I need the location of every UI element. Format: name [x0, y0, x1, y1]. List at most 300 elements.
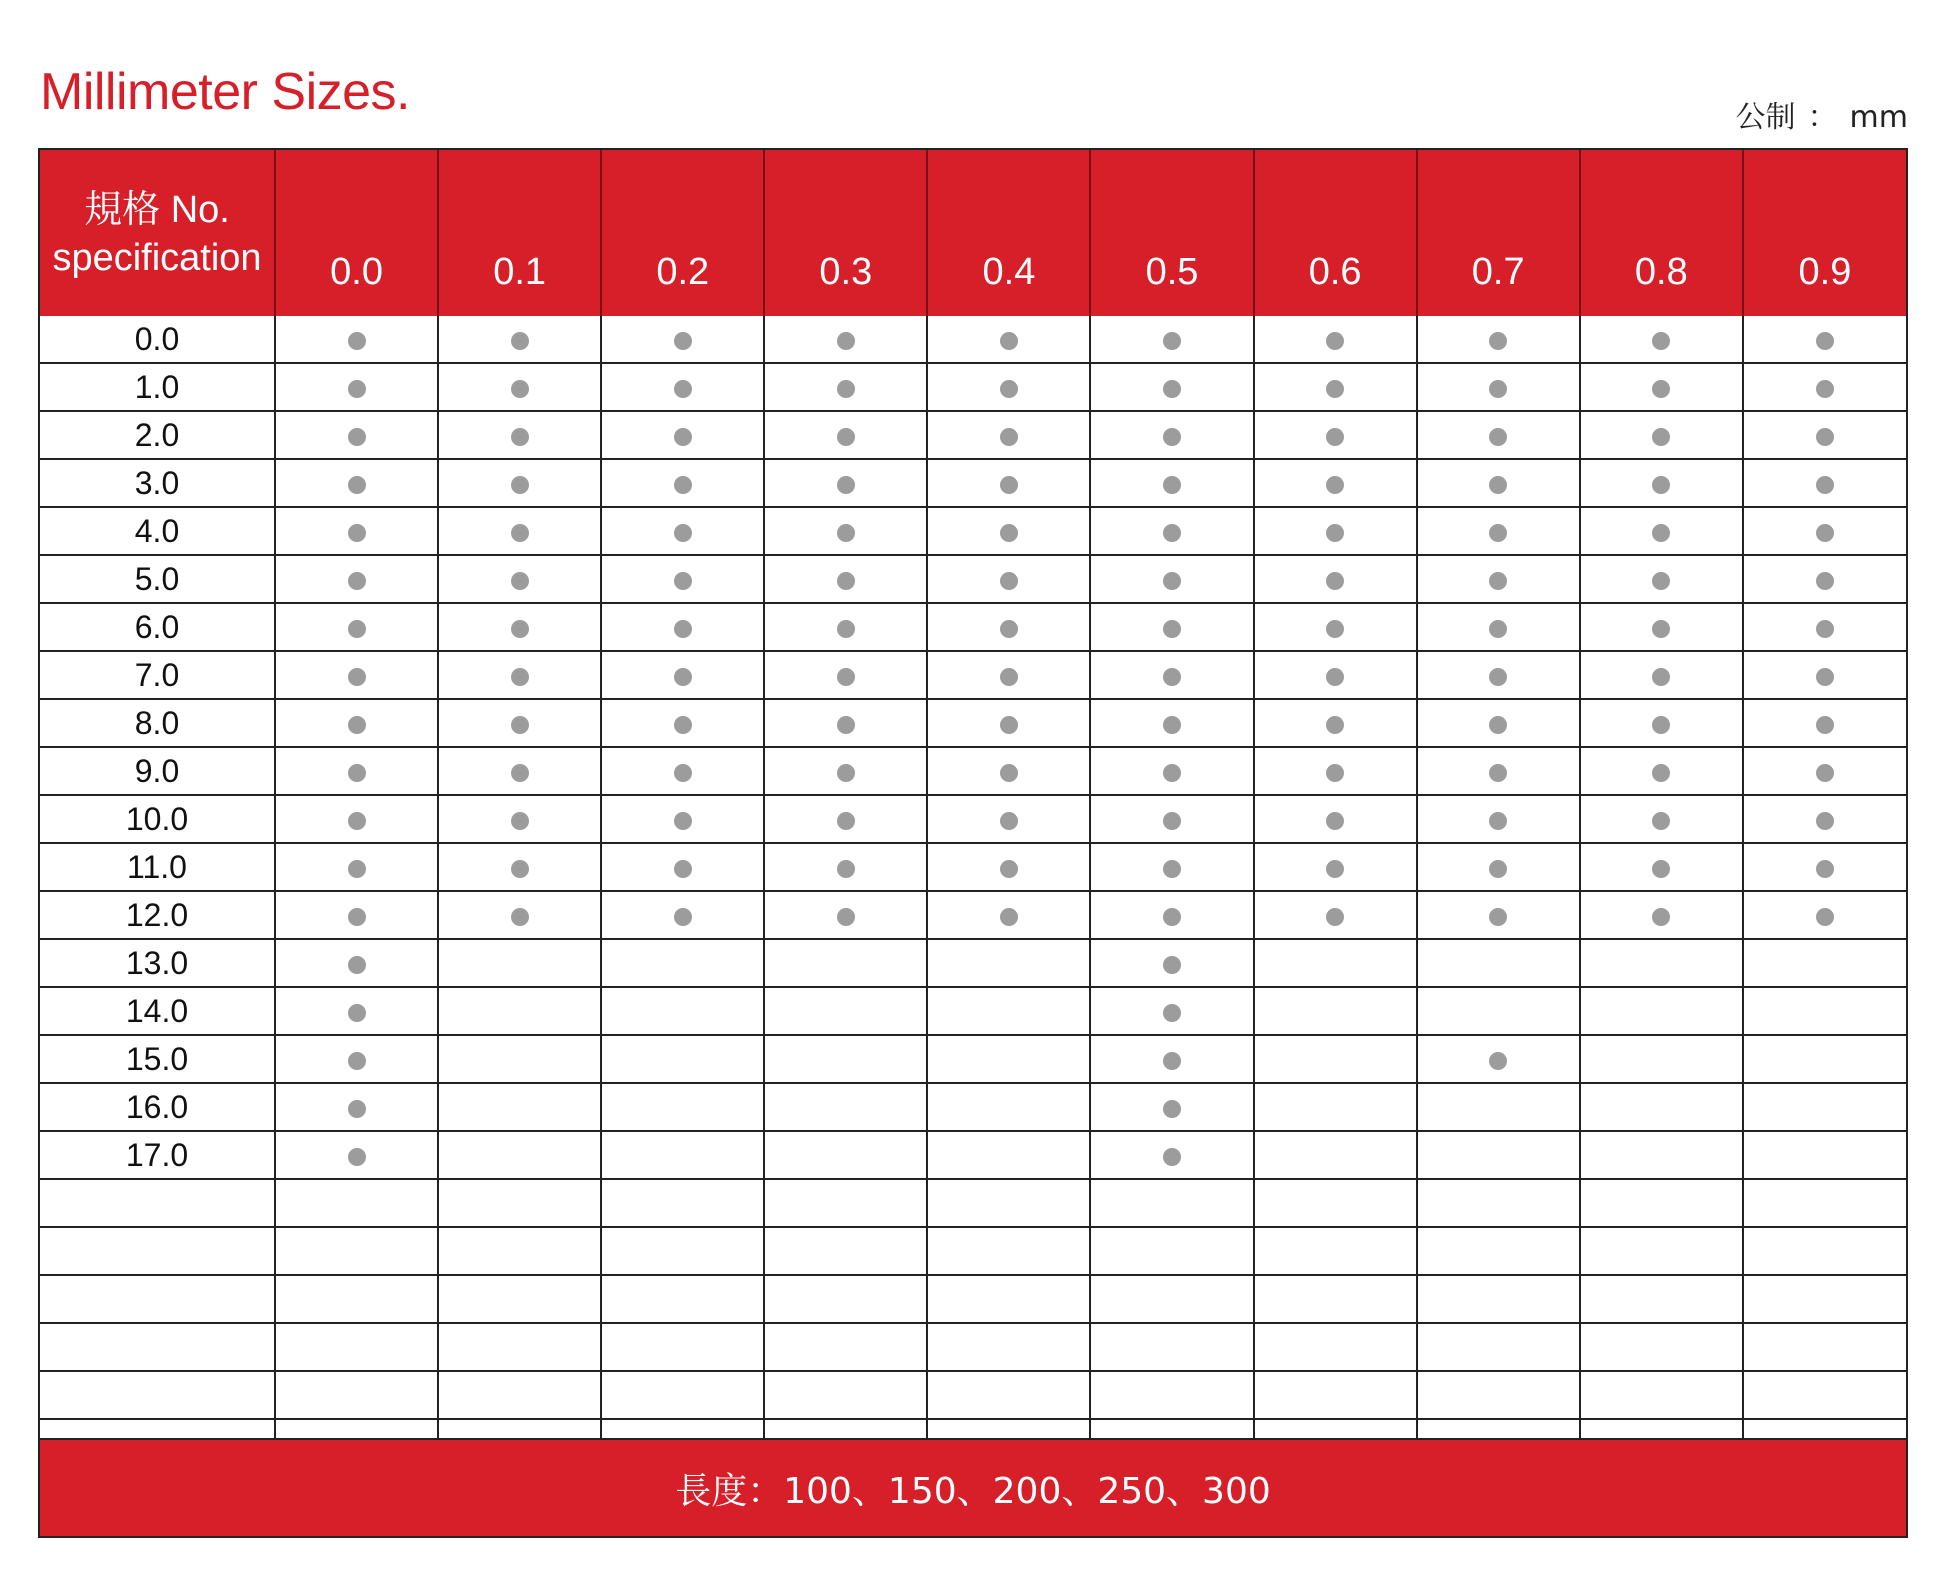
table-cell [1743, 891, 1906, 939]
available-dot-icon [1000, 716, 1018, 734]
table-cell [438, 699, 601, 747]
table-cell [601, 1323, 764, 1371]
page-title: Millimeter Sizes. [40, 63, 410, 121]
available-dot-icon [837, 908, 855, 926]
available-dot-icon [1163, 1052, 1181, 1070]
row-label: 5.0 [40, 555, 275, 603]
available-dot-icon [1326, 332, 1344, 350]
table-cell [1090, 939, 1253, 987]
available-dot-icon [1489, 1052, 1507, 1070]
table-cell [1743, 747, 1906, 795]
available-dot-icon [674, 908, 692, 926]
table-cell [1580, 603, 1743, 651]
available-dot-icon [348, 956, 366, 974]
table-cell [1417, 411, 1580, 459]
table-cell [1090, 603, 1253, 651]
table-cell [1417, 939, 1580, 987]
available-dot-icon [1326, 380, 1344, 398]
table-cell [1090, 1083, 1253, 1131]
row-label: 11.0 [40, 843, 275, 891]
available-dot-icon [1000, 812, 1018, 830]
available-dot-icon [1163, 1100, 1181, 1118]
table-cell [764, 411, 927, 459]
available-dot-icon [1163, 332, 1181, 350]
table-cell [1580, 1275, 1743, 1323]
available-dot-icon [1326, 524, 1344, 542]
table-cell [275, 1035, 438, 1083]
table-cell [927, 795, 1090, 843]
available-dot-icon [511, 812, 529, 830]
available-dot-icon [1489, 572, 1507, 590]
table-cell [1417, 843, 1580, 891]
table-cell [764, 843, 927, 891]
table-row [40, 795, 1906, 843]
table-cell [927, 747, 1090, 795]
table-cell [438, 363, 601, 411]
row-label: 7.0 [40, 651, 275, 699]
table-cell [601, 1371, 764, 1419]
available-dot-icon [1326, 860, 1344, 878]
available-dot-icon [1489, 380, 1507, 398]
available-dot-icon [1163, 1004, 1181, 1022]
table-cell [927, 651, 1090, 699]
row-label [40, 1371, 275, 1419]
available-dot-icon [837, 812, 855, 830]
table-cell [438, 651, 601, 699]
table-cell [438, 316, 601, 363]
table-cell [1743, 316, 1906, 363]
table-cell [1090, 891, 1253, 939]
available-dot-icon [674, 812, 692, 830]
table-cell [1254, 699, 1417, 747]
available-dot-icon [1000, 332, 1018, 350]
table-cell [275, 603, 438, 651]
available-dot-icon [348, 572, 366, 590]
table-cell [1417, 507, 1580, 555]
table-cell [1743, 1131, 1906, 1179]
available-dot-icon [1816, 524, 1834, 542]
table-row [40, 1179, 1906, 1227]
available-dot-icon [674, 572, 692, 590]
table-cell [1580, 1227, 1743, 1275]
available-dot-icon [1489, 764, 1507, 782]
table-cell [1254, 1083, 1417, 1131]
table-cell [927, 363, 1090, 411]
table-cell [1254, 1371, 1417, 1419]
table-cell [927, 1179, 1090, 1227]
table-cell [1580, 316, 1743, 363]
available-dot-icon [1489, 332, 1507, 350]
table-cell [275, 1275, 438, 1323]
table-row [40, 747, 1906, 795]
table-cell [1254, 507, 1417, 555]
column-header: 0.3 [764, 150, 927, 316]
table-cell [1580, 795, 1743, 843]
size-table-frame [38, 148, 1908, 1538]
column-header: 0.1 [438, 150, 601, 316]
table-cell [1743, 459, 1906, 507]
table-cell [1743, 1371, 1906, 1419]
table-cell [1254, 891, 1417, 939]
table-cell [1743, 363, 1906, 411]
column-header: 0.6 [1254, 150, 1417, 316]
table-cell [601, 507, 764, 555]
available-dot-icon [348, 908, 366, 926]
available-dot-icon [1816, 380, 1834, 398]
table-row [40, 1227, 1906, 1275]
table-cell [1580, 1083, 1743, 1131]
table-body [40, 316, 1906, 1466]
table-cell [764, 316, 927, 363]
table-cell [1254, 747, 1417, 795]
table-cell [1417, 459, 1580, 507]
available-dot-icon [1163, 956, 1181, 974]
table-cell [1580, 891, 1743, 939]
available-dot-icon [1163, 380, 1181, 398]
table-cell [438, 795, 601, 843]
table-cell [1417, 1179, 1580, 1227]
table-cell [438, 1323, 601, 1371]
table-cell [927, 987, 1090, 1035]
table-cell [601, 939, 764, 987]
table-cell [1580, 939, 1743, 987]
available-dot-icon [1326, 764, 1344, 782]
available-dot-icon [837, 572, 855, 590]
table-cell [601, 795, 764, 843]
table-cell [1417, 555, 1580, 603]
table-cell [1580, 507, 1743, 555]
row-label: 3.0 [40, 459, 275, 507]
available-dot-icon [511, 524, 529, 542]
row-label: 16.0 [40, 1083, 275, 1131]
row-label: 12.0 [40, 891, 275, 939]
available-dot-icon [1000, 764, 1018, 782]
available-dot-icon [348, 812, 366, 830]
table-cell [1417, 1035, 1580, 1083]
available-dot-icon [1816, 668, 1834, 686]
available-dot-icon [1652, 908, 1670, 926]
available-dot-icon [1489, 668, 1507, 686]
available-dot-icon [1326, 668, 1344, 686]
table-cell [764, 603, 927, 651]
available-dot-icon [1652, 716, 1670, 734]
available-dot-icon [1652, 332, 1670, 350]
table-cell [1743, 555, 1906, 603]
table-cell [1743, 699, 1906, 747]
table-cell [1417, 1371, 1580, 1419]
available-dot-icon [348, 1004, 366, 1022]
table-cell [438, 1035, 601, 1083]
available-dot-icon [348, 1100, 366, 1118]
table-cell [1580, 1131, 1743, 1179]
available-dot-icon [1163, 620, 1181, 638]
table-cell [601, 603, 764, 651]
available-dot-icon [1000, 572, 1018, 590]
table-cell [1580, 1371, 1743, 1419]
table-cell [927, 603, 1090, 651]
available-dot-icon [837, 380, 855, 398]
table-cell [601, 555, 764, 603]
available-dot-icon [1652, 620, 1670, 638]
table-cell [1743, 843, 1906, 891]
table-cell [601, 987, 764, 1035]
table-cell [1417, 363, 1580, 411]
table-cell [1254, 939, 1417, 987]
table-cell [275, 555, 438, 603]
table-cell [1254, 987, 1417, 1035]
table-cell [1417, 651, 1580, 699]
table-cell [927, 1227, 1090, 1275]
table-cell [1417, 1227, 1580, 1275]
table-cell [927, 1083, 1090, 1131]
available-dot-icon [511, 908, 529, 926]
spec-header-line1: 規格 No. [84, 188, 230, 231]
available-dot-icon [1816, 716, 1834, 734]
table-cell [1090, 363, 1253, 411]
available-dot-icon [348, 476, 366, 494]
available-dot-icon [1489, 908, 1507, 926]
available-dot-icon [511, 668, 529, 686]
available-dot-icon [348, 524, 366, 542]
table-row [40, 459, 1906, 507]
available-dot-icon [1163, 812, 1181, 830]
available-dot-icon [837, 620, 855, 638]
available-dot-icon [674, 380, 692, 398]
available-dot-icon [1326, 908, 1344, 926]
available-dot-icon [674, 716, 692, 734]
available-dot-icon [348, 428, 366, 446]
size-table [40, 150, 1906, 1466]
table-cell [1743, 1179, 1906, 1227]
unit-value: mm [1849, 100, 1908, 135]
table-cell [1743, 1083, 1906, 1131]
table-cell [1254, 603, 1417, 651]
table-cell [438, 507, 601, 555]
table-cell [275, 363, 438, 411]
available-dot-icon [1816, 764, 1834, 782]
table-cell [1580, 411, 1743, 459]
available-dot-icon [837, 332, 855, 350]
table-cell [927, 1035, 1090, 1083]
table-row [40, 699, 1906, 747]
table-cell [764, 891, 927, 939]
available-dot-icon [674, 476, 692, 494]
table-cell [1254, 843, 1417, 891]
available-dot-icon [1000, 524, 1018, 542]
table-cell [764, 1371, 927, 1419]
available-dot-icon [1489, 620, 1507, 638]
available-dot-icon [1000, 908, 1018, 926]
available-dot-icon [837, 764, 855, 782]
table-cell [1580, 555, 1743, 603]
table-cell [1580, 1323, 1743, 1371]
available-dot-icon [1816, 620, 1834, 638]
table-cell [601, 891, 764, 939]
available-dot-icon [1816, 812, 1834, 830]
available-dot-icon [1489, 476, 1507, 494]
available-dot-icon [1489, 812, 1507, 830]
table-cell [1254, 316, 1417, 363]
table-cell [1090, 1371, 1253, 1419]
table-cell [1090, 1035, 1253, 1083]
table-cell [438, 747, 601, 795]
table-cell [1417, 1083, 1580, 1131]
row-label: 15.0 [40, 1035, 275, 1083]
available-dot-icon [1326, 572, 1344, 590]
unit-name: 公制 [1735, 100, 1796, 135]
table-cell [764, 1275, 927, 1323]
row-label: 13.0 [40, 939, 275, 987]
row-label: 6.0 [40, 603, 275, 651]
table-cell [1580, 1035, 1743, 1083]
table-row [40, 987, 1906, 1035]
table-cell [601, 1179, 764, 1227]
table-cell [764, 651, 927, 699]
available-dot-icon [1816, 908, 1834, 926]
table-cell [601, 843, 764, 891]
available-dot-icon [1652, 668, 1670, 686]
available-dot-icon [1326, 428, 1344, 446]
table-cell [275, 843, 438, 891]
table-cell [927, 1275, 1090, 1323]
column-header: 0.0 [275, 150, 438, 316]
table-cell [1580, 651, 1743, 699]
table-row [40, 1371, 1906, 1419]
table-row [40, 1035, 1906, 1083]
table-cell [438, 603, 601, 651]
available-dot-icon [1163, 764, 1181, 782]
table-cell [1743, 651, 1906, 699]
table-row [40, 363, 1906, 411]
table-cell [438, 891, 601, 939]
row-label: 10.0 [40, 795, 275, 843]
table-cell [1254, 555, 1417, 603]
table-cell [1254, 1275, 1417, 1323]
available-dot-icon [1000, 428, 1018, 446]
available-dot-icon [511, 716, 529, 734]
table-cell [1580, 459, 1743, 507]
table-cell [438, 1179, 601, 1227]
table-cell [1090, 316, 1253, 363]
table-cell [275, 316, 438, 363]
table-cell [1417, 987, 1580, 1035]
row-label: 0.0 [134, 320, 180, 357]
table-cell [927, 891, 1090, 939]
table-cell [601, 1275, 764, 1323]
available-dot-icon [1163, 572, 1181, 590]
available-dot-icon [674, 428, 692, 446]
available-dot-icon [348, 332, 366, 350]
table-cell [927, 939, 1090, 987]
table-cell [1417, 1131, 1580, 1179]
available-dot-icon [511, 620, 529, 638]
table-cell [1417, 1323, 1580, 1371]
table-cell [275, 411, 438, 459]
available-dot-icon [674, 524, 692, 542]
table-row [40, 411, 1906, 459]
available-dot-icon [837, 860, 855, 878]
available-dot-icon [511, 428, 529, 446]
table-cell [1254, 1035, 1417, 1083]
available-dot-icon [1489, 428, 1507, 446]
table-cell [927, 459, 1090, 507]
table-cell [438, 1131, 601, 1179]
table-row [40, 651, 1906, 699]
table-cell [1580, 699, 1743, 747]
available-dot-icon [511, 476, 529, 494]
row-label [40, 1323, 275, 1371]
table-cell [275, 747, 438, 795]
row-label: 1.0 [40, 363, 275, 411]
table-cell [601, 1227, 764, 1275]
table-cell [438, 987, 601, 1035]
available-dot-icon [1652, 764, 1670, 782]
table-cell [1254, 411, 1417, 459]
table-cell [1090, 1323, 1253, 1371]
available-dot-icon [837, 524, 855, 542]
table-cell [601, 1083, 764, 1131]
table-cell [1743, 603, 1906, 651]
table-cell [275, 1083, 438, 1131]
table-cell [1743, 1035, 1906, 1083]
table-cell [764, 459, 927, 507]
table-row [40, 555, 1906, 603]
table-cell [1254, 1227, 1417, 1275]
table-cell [1090, 555, 1253, 603]
table-cell [764, 939, 927, 987]
available-dot-icon [1489, 524, 1507, 542]
table-row [40, 316, 1906, 363]
available-dot-icon [1163, 908, 1181, 926]
available-dot-icon [1163, 476, 1181, 494]
table-cell [1417, 603, 1580, 651]
table-cell [927, 699, 1090, 747]
table-cell [1254, 1179, 1417, 1227]
table-cell [1580, 747, 1743, 795]
table-cell [1090, 507, 1253, 555]
table-cell [601, 1131, 764, 1179]
table-cell [601, 316, 764, 363]
available-dot-icon [1489, 860, 1507, 878]
available-dot-icon [1326, 716, 1344, 734]
table-row [40, 1083, 1906, 1131]
available-dot-icon [1163, 1148, 1181, 1166]
available-dot-icon [348, 716, 366, 734]
available-dot-icon [1816, 860, 1834, 878]
table-cell [764, 1083, 927, 1131]
row-label [40, 1179, 275, 1227]
table-cell [1743, 1275, 1906, 1323]
available-dot-icon [837, 476, 855, 494]
table-cell [275, 699, 438, 747]
table-cell [438, 1275, 601, 1323]
available-dot-icon [1000, 668, 1018, 686]
available-dot-icon [674, 332, 692, 350]
table-cell [1254, 795, 1417, 843]
available-dot-icon [1163, 428, 1181, 446]
table-cell [275, 891, 438, 939]
table-cell [1417, 747, 1580, 795]
table-cell [1417, 699, 1580, 747]
available-dot-icon [1000, 860, 1018, 878]
table-cell [1254, 1131, 1417, 1179]
table-row [40, 1131, 1906, 1179]
table-cell [764, 1131, 927, 1179]
row-label: 2.0 [40, 411, 275, 459]
table-cell [764, 1227, 927, 1275]
available-dot-icon [1326, 476, 1344, 494]
table-cell [1254, 651, 1417, 699]
